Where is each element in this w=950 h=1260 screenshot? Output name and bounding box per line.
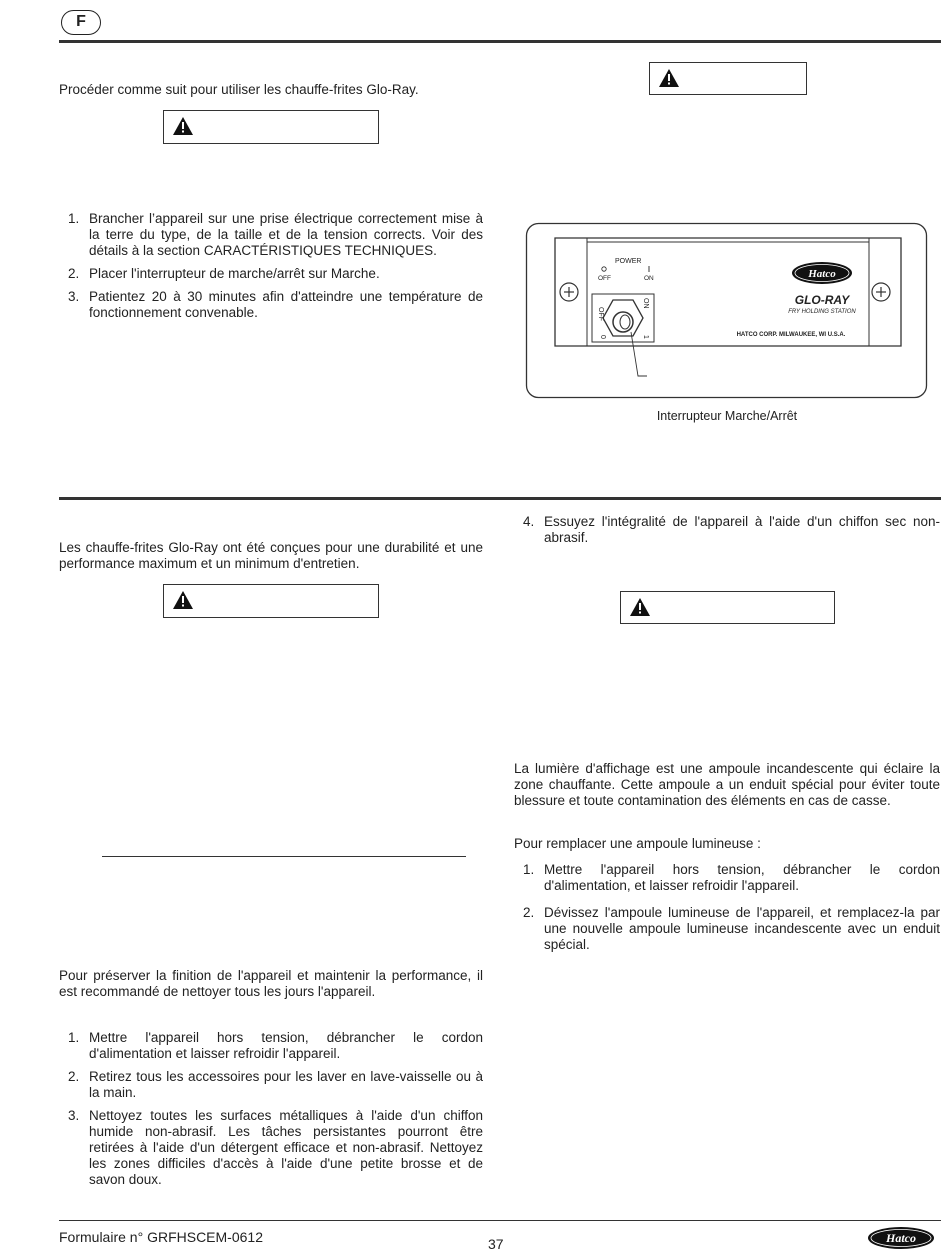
figure-caption: Interrupteur Marche/Arrêt: [656, 409, 798, 423]
header-rule: [59, 40, 941, 43]
toggle-switch: [592, 294, 654, 342]
operation-intro: Procéder comme suit pour utiliser les chauffe-frites Glo-Ray.: [59, 82, 419, 97]
language-badge: F: [61, 10, 101, 35]
screw-icon: [560, 283, 578, 301]
operation-steps: [59, 211, 483, 328]
maintenance-intro: Les chauffe-frites Glo-Ray ont été conçues pour une durabilité et une performance maximum et un minimum d'entretien.: [59, 540, 483, 571]
warning-triangle-icon: [629, 597, 651, 617]
footer-rule: [59, 1220, 941, 1221]
bulb-lead: Pour remplacer une ampoule lumineuse :: [514, 836, 761, 851]
list-item: 1. Mettre l'appareil hors tension, débrancher le cordon d'alimentation et laisser refroidir l'appareil.: [68, 1030, 483, 1061]
maker-line: HATCO CORP. MILWAUKEE, WI U.S.A.: [736, 332, 846, 338]
cleaning-steps: [59, 1030, 483, 1195]
off-indicator-label: OFF: [598, 275, 611, 282]
divider-line: [102, 856, 466, 857]
list-item: 4. Essuyez l'intégralité de l'appareil à l'aide d'un chiffon sec non-abrasif.: [523, 514, 940, 545]
warning-triangle-icon: [172, 116, 194, 136]
list-item: 2. Placer l'interrupteur de marche/arrêt sur Marche.: [68, 266, 380, 281]
screw-icon: [872, 283, 890, 301]
svg-text:ON: ON: [642, 298, 649, 309]
svg-text:Hatco: Hatco: [808, 268, 836, 280]
power-label: POWER: [615, 258, 642, 265]
list-item: 1. Brancher l’appareil sur une prise électrique correctement mise à la terre du type, de la taille et de la tension corrects. Voir des détails à la section CARACTÉRISTIQUES TECHNIQUES.: [68, 211, 483, 258]
list-item: 2. Retirez tous les accessoires pour les laver en lave-vaisselle ou à la main.: [68, 1069, 483, 1100]
warning-box-1: [163, 110, 379, 144]
svg-text:0: 0: [599, 335, 606, 339]
cleaning-step-4: [514, 514, 940, 553]
warning-box-2: [649, 62, 807, 95]
bulb-steps: [514, 862, 940, 960]
list-item: 1. Mettre l'appareil hors tension, débrancher le cordon d'alimentation, et laisser refroidir l'appareil.: [523, 862, 940, 893]
svg-text:OFF: OFF: [597, 307, 604, 321]
switch-panel-figure: [525, 222, 929, 400]
hatco-logo: [792, 262, 852, 284]
warning-box-3: [163, 584, 379, 618]
svg-text:1: 1: [642, 335, 649, 339]
warning-triangle-icon: [172, 590, 194, 610]
product-name: GLO-RAY: [794, 293, 850, 307]
list-item: 3. Patientez 20 à 30 minutes afin d'atteindre une température de fonctionnement convenable.: [68, 289, 483, 320]
bulb-intro: La lumière d'affichage est une ampoule incandescente qui éclaire la zone chauffante. Cette ampoule a un enduit spécial pour éviter toute blessure et toute contamination des éléments en cas de casse.: [514, 761, 940, 808]
list-item: 2. Dévissez l'ampoule lumineuse de l'appareil, et remplacez-la par une nouvelle ampoule lumineuse incandescente avec un enduit spécial.: [523, 905, 940, 952]
list-item: 3. Nettoyez toutes les surfaces métalliques à l'aide d'un chiffon humide non-abrasif. Les tâches persistantes pourront être retirées à l'aide d'un détergent efficace et non-abrasif. Nettoyez les zones difficiles d'accès à l'aide d'une petite brosse et de savon doux.: [68, 1108, 483, 1187]
page-number: 37: [488, 1236, 504, 1252]
svg-text:Hatco: Hatco: [886, 1231, 916, 1245]
warning-box-4: [620, 591, 835, 624]
product-subtitle: FRY HOLDING STATION: [788, 309, 856, 315]
section-rule: [59, 497, 941, 500]
form-number: Formulaire n° GRFHSCEM-0612: [59, 1229, 263, 1245]
footer-hatco-logo: [866, 1225, 936, 1251]
on-indicator-label: ON: [644, 275, 654, 282]
cleaning-intro: Pour préserver la finition de l'appareil et maintenir la performance, il est recommandé de nettoyer tous les jours l'appareil.: [59, 968, 483, 999]
panel-plate: [555, 238, 901, 346]
warning-triangle-icon: [658, 68, 680, 88]
